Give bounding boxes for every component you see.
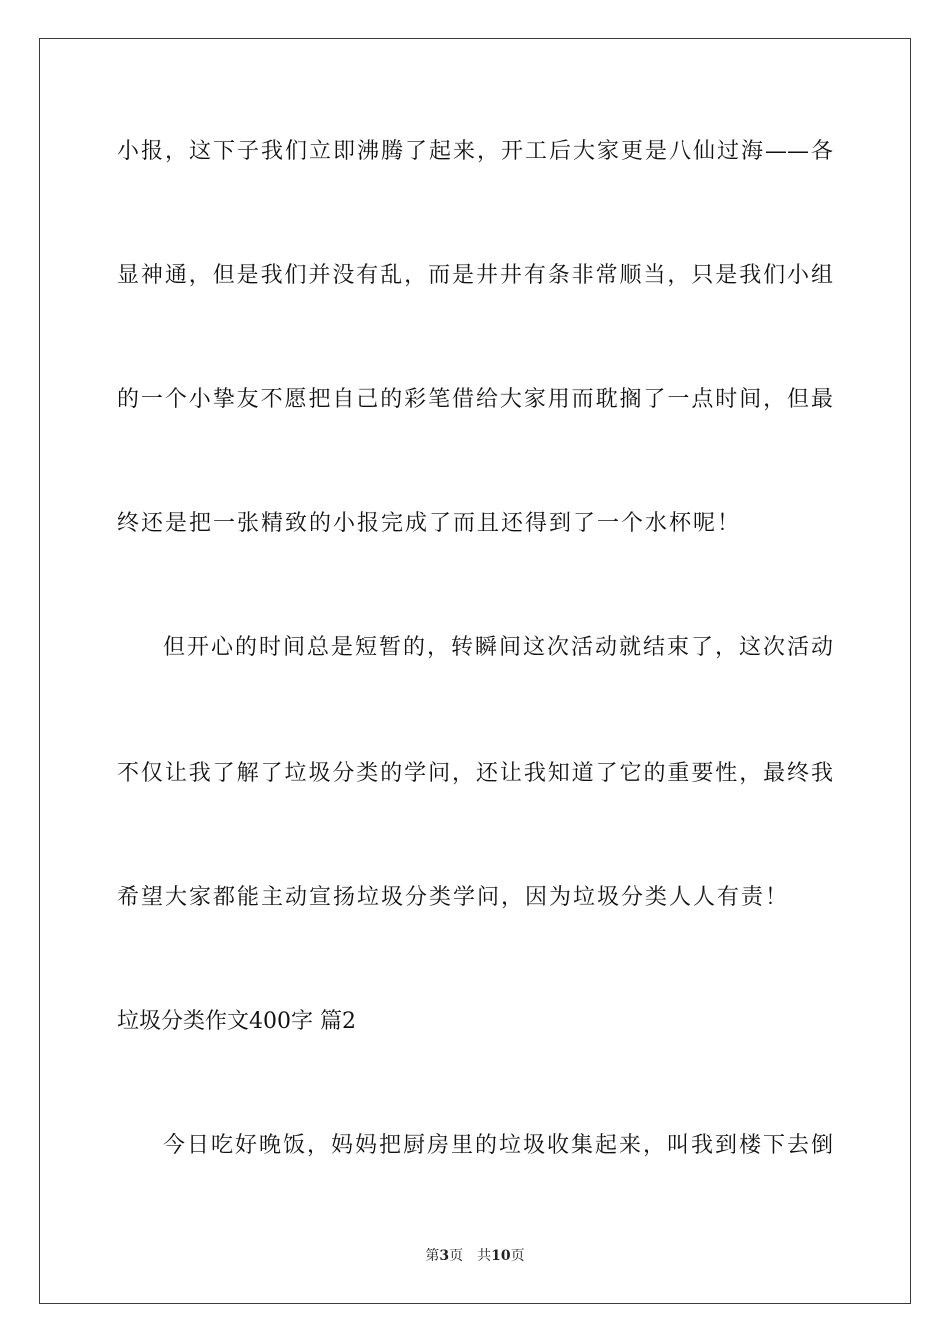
- text-line: 显神通，但是我们并没有乱，而是井井有条非常顺当，只是我们小组: [117, 263, 833, 288]
- total-page-number: 10: [491, 1248, 511, 1264]
- footer-middle: 页 共: [449, 1248, 492, 1264]
- text-line: 但开心的时间总是短暂的，转瞬间这次活动就结束了，这次活动: [163, 635, 833, 660]
- text-line: 希望大家都能主动宣扬垃圾分类学问，因为垃圾分类人人有责！: [117, 885, 790, 910]
- text-line: 今日吃好晚饭，妈妈把厨房里的垃圾收集起来，叫我到楼下去倒: [163, 1133, 833, 1158]
- page-border: [39, 38, 911, 1304]
- text-line: 不仅让我了解了垃圾分类的学问，还让我知道了它的重要性，最终我: [117, 761, 833, 786]
- text-line: 小报，这下子我们立即沸腾了起来，开工后大家更是八仙过海——各: [117, 139, 833, 164]
- section-heading: 垃圾分类作文400字 篇2: [117, 1009, 356, 1034]
- text-line: 的一个小挚友不愿把自己的彩笔借给大家用而耽搁了一点时间，但最: [117, 387, 833, 412]
- text-line: 终还是把一张精致的小报完成了而且还得到了一个水杯呢！: [117, 511, 742, 536]
- current-page-number: 3: [439, 1248, 450, 1264]
- footer-prefix: 第: [425, 1248, 440, 1264]
- footer-suffix: 页: [510, 1248, 525, 1264]
- page-number-footer: [0, 1247, 950, 1265]
